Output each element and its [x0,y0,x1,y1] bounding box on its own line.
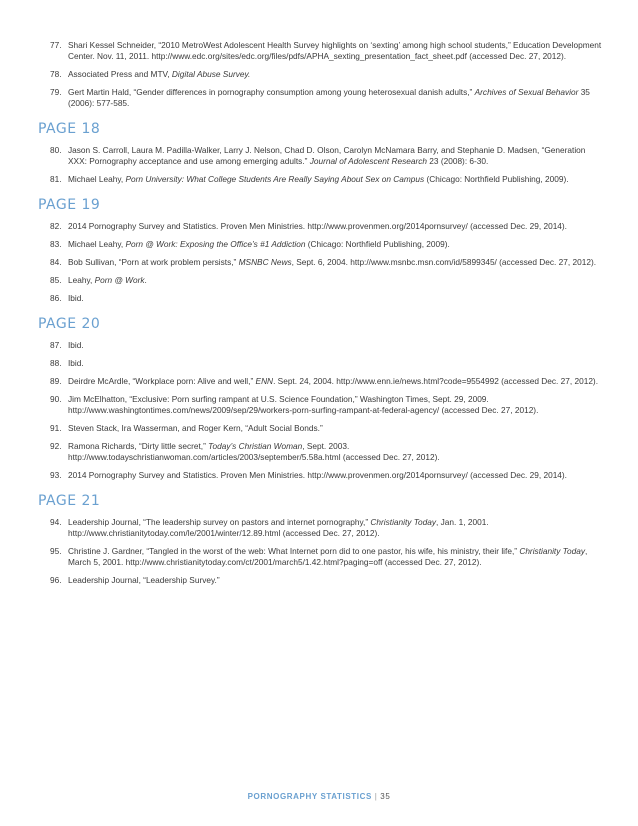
text-segment: (Chicago: Northfield Publishing, 2009). [424,174,569,184]
page-footer [0,792,638,801]
endnote-entry [38,69,604,80]
endnote-number: 93. [50,470,62,480]
endnote-number: 84. [50,257,62,267]
text-segment: , March 5, 2001. http://www.christianitytoday.com/ct/2001/march5/1.42.html?paging=off (accessed Dec. 27, 2012). [68,546,588,567]
text-segment: 2014 Pornography Survey and Statistics. Proven Men Ministries. http://www.provenmen.org/2014pornsurvey/ (accessed Dec. 29, 2014). [68,221,567,231]
footer-title: PORNOGRAPHY STATISTICS [247,792,372,801]
text-segment: Michael Leahy, [68,239,126,249]
italic-title: Today’s Christian Woman [208,441,303,451]
endnote-entry [38,340,604,351]
section-heading: PAGE 21 [38,493,101,509]
endnote-number: 92. [50,441,62,451]
endnote-entry [38,575,604,586]
text-segment: Ibid. [68,340,84,350]
endnote-text [68,575,604,586]
endnote-number: 83. [50,239,62,249]
endnote-text [68,358,604,369]
text-segment: Leadership Journal, “Leadership Survey.” [68,575,220,585]
endnote-entry [38,87,604,109]
endnote-entry [38,221,604,232]
italic-title: Journal of Adolescent Research [309,156,427,166]
text-segment: (Chicago: Northfield Publishing, 2009). [305,239,450,249]
text-segment: . [144,275,147,285]
text-segment: 35 (2006): 577-585. [68,87,590,108]
page-number: 35 [380,792,391,801]
endnote-entry [38,376,604,387]
section-heading: PAGE 20 [38,316,101,332]
text-segment: Deirdre McArdle, “Workplace porn: Alive and well,” [68,376,256,386]
text-segment: Ibid. [68,293,84,303]
endnote-entry [38,517,604,539]
text-segment: Gert Martin Hald, “Gender differences in pornography consumption among young heterosexual danish adults,” [68,87,475,97]
endnote-number: 95. [50,546,62,556]
italic-title: Porn University: What College Students Are Really Saying About Sex on Campus [125,174,425,184]
section-heading: PAGE 19 [38,197,101,213]
endnote-number: 82. [50,221,62,231]
text-segment: Ibid. [68,358,84,368]
endnote-entry [38,257,604,268]
endnote-number: 86. [50,293,62,303]
endnote-entry [38,145,604,167]
text-segment: Jason S. Carroll, Laura M. Padilla-Walker, Larry J. Nelson, Chad D. Olson, Carolyn McNamara Barry, and Stephanie D. Madsen, “Generation XXX: Pornography acceptance and use among emerging adults.” [68,145,586,166]
endnote-number: 91. [50,423,62,433]
endnotes-list [38,40,604,593]
text-segment: Michael Leahy, [68,174,126,184]
text-segment: 23 (2008): 6-30. [427,156,489,166]
endnote-text [68,257,604,268]
endnote-text [68,423,604,434]
text-segment: Steven Stack, Ira Wasserman, and Roger Kern, “Adult Social Bonds.” [68,423,323,433]
endnote-text [68,275,604,286]
endnote-text [68,69,604,80]
section-heading: PAGE 18 [38,121,101,137]
italic-title: Porn @ Work: Exposing the Office’s #1 Addiction [125,239,306,249]
italic-title: Digital Abuse Survey. [171,69,251,79]
endnote-entry [38,293,604,304]
endnote-text [68,221,604,232]
text-segment: Leadership Journal, “The leadership survey on pastors and internet pornography,” [68,517,371,527]
endnote-number: 89. [50,376,62,386]
italic-title: MSNBC News [238,257,292,267]
endnote-text [68,340,604,351]
endnote-number: 78. [50,69,62,79]
endnote-number: 85. [50,275,62,285]
endnote-text [68,293,604,304]
text-segment: Associated Press and MTV, [68,69,172,79]
text-segment: Ramona Richards, “Dirty little secret,” [68,441,209,451]
endnote-number: 88. [50,358,62,368]
endnote-number: 79. [50,87,62,97]
endnote-entry [38,275,604,286]
endnote-entry [38,423,604,434]
endnote-text [68,546,604,568]
endnote-text [68,394,604,416]
text-segment: , Sept. 2003. http://www.todayschristianwoman.com/articles/2003/september/5.58a.html (accessed Dec. 27, 2012). [68,441,440,462]
text-segment: . Sept. 24, 2004. http://www.enn.ie/news.html?code=9554992 (accessed Dec. 27, 2012). [273,376,598,386]
text-segment: , Jan. 1, 2001. http://www.christianitytoday.com/le/2001/winter/12.89.html (accessed Dec. 27, 2012). [68,517,489,538]
footer-separator: | [374,792,378,801]
endnote-entry [38,40,604,62]
endnote-number: 77. [50,40,62,50]
text-segment: Shari Kessel Schneider, “2010 MetroWest Adolescent Health Survey highlights on ‘sexting’ among high school students,” Education Development Center. Nov. 11, 2011. http://www.edc.org/sites/edc.org/files/pdfs/APHA_sexting_presentation_fact_sheet.pdf (accessed Dec. 27, 2012). [68,40,602,61]
text-segment: 2014 Pornography Survey and Statistics. Proven Men Ministries. http://www.provenmen.org/2014pornsurvey/ (accessed Dec. 29, 2014). [68,470,567,480]
endnote-number: 87. [50,340,62,350]
endnote-entry [38,546,604,568]
italic-title: Archives of Sexual Behavior [474,87,579,97]
endnote-text [68,470,604,481]
italic-title: Christianity Today [370,517,437,527]
endnote-text [68,441,604,463]
italic-title: Christianity Today [519,546,585,556]
endnote-entry [38,174,604,185]
endnote-number: 96. [50,575,62,585]
endnote-entry [38,394,604,416]
endnote-entry [38,470,604,481]
endnote-entry [38,441,604,463]
italic-title: ENN [255,376,274,386]
text-segment: Jim McElhatton, “Exclusive: Porn surfing rampant at U.S. Science Foundation,” Washington Times, Sept. 29, 2009. http://www.washingtontimes.com/news/2009/sep/29/workers-porn-surfing-rampant-at-federal-agency/ (accessed Dec. 27, 2012). [68,394,539,415]
text-segment: Christine J. Gardner, “Tangled in the worst of the web: What Internet porn did to one pastor, his wife, his ministry, their life,” [68,546,520,556]
endnote-entry [38,358,604,369]
endnote-text [68,517,604,539]
endnote-text [68,239,604,250]
endnote-text [68,145,604,167]
text-segment: Leahy, [68,275,95,285]
endnote-number: 81. [50,174,62,184]
endnote-text [68,376,604,387]
italic-title: Porn @ Work [94,275,145,285]
endnote-entry [38,239,604,250]
endnote-number: 80. [50,145,62,155]
endnote-text [68,174,604,185]
text-segment: , Sept. 6, 2004. http://www.msnbc.msn.com/id/5899345/ (accessed Dec. 27, 2012). [291,257,597,267]
endnote-number: 94. [50,517,62,527]
endnote-text [68,40,604,62]
text-segment: Bob Sullivan, “Porn at work problem persists,” [68,257,239,267]
endnote-text [68,87,604,109]
endnote-number: 90. [50,394,62,404]
